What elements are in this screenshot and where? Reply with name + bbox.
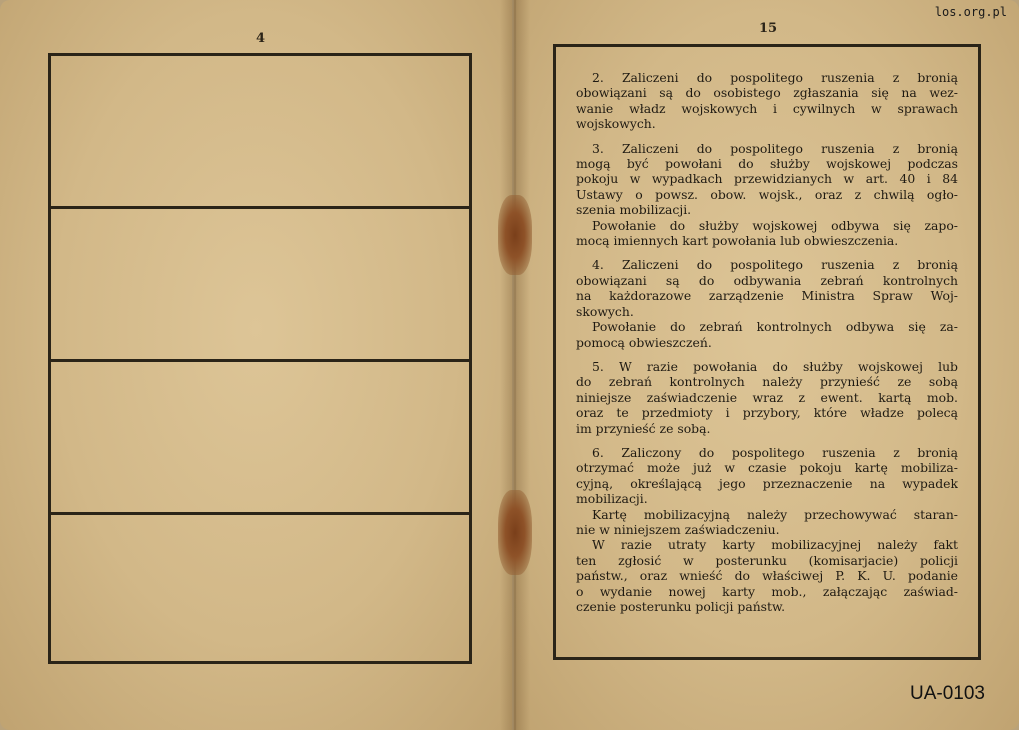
text-line: czenie posterunku policji państw.: [576, 599, 786, 614]
text-line: skowych.: [576, 303, 634, 319]
text-line: obowiązani są do osobistego zgłaszania się na wez-: [576, 85, 958, 101]
text-line: 4. Zaliczeni do pospolitego ruszenia z bronią: [592, 257, 958, 273]
text-line: 2. Zaliczeni do pospolitego ruszenia z bronią: [592, 70, 958, 85]
text-line: pokoju w wypadkach przewidzianych w art. 40 i 84: [576, 171, 958, 187]
text-line: 6. Zaliczony do pospolitego ruszenia z bronią: [592, 444, 958, 460]
text-line: nie w niniejszem zaświadczeniu.: [576, 521, 780, 537]
entry-cell: [51, 362, 469, 515]
text-line: Powołanie do służby wojskowej odbywa się zapo-: [592, 217, 958, 233]
text-line: im przynieść ze sobą.: [576, 420, 711, 436]
paragraph: [576, 359, 958, 436]
paragraph: [576, 70, 958, 132]
text-line: szenia mobilizacji.: [576, 202, 692, 218]
text-line: wojskowych.: [576, 116, 656, 132]
rust-staple-top: [498, 195, 532, 275]
book-spine: [500, 0, 530, 730]
text-line: oraz te przedmioty i przybory, które władze polecą: [576, 405, 958, 421]
blank-entry-table: [48, 53, 472, 664]
text-line: Powołanie do zebrań kontrolnych odbywa się za-: [592, 319, 958, 335]
left-page-number: 4: [256, 31, 266, 46]
rust-staple-bottom: [498, 490, 532, 575]
text-line: Ustawy o powsz. obow. wojsk., oraz z chwilą ogło-: [576, 186, 958, 202]
regulations-text: [576, 70, 958, 623]
text-line: wanie władz wojskowych i cywilnych w sprawach: [576, 100, 958, 116]
text-line: obowiązani są do odbywania zebrań kontrolnych: [576, 272, 958, 288]
text-line: ten zgłosić w posterunku (komisarjacie) policji: [576, 552, 958, 568]
text-line: mobilizacji.: [576, 491, 648, 507]
watermark: los.org.pl: [934, 5, 1007, 19]
text-line: niniejsze zaświadczenie wraz z ewent. kartą mob.: [576, 389, 958, 405]
text-line: 3. Zaliczeni do pospolitego ruszenia z bronią: [592, 140, 958, 156]
text-line: mocą imiennych kart powołania lub obwieszczenia.: [576, 233, 899, 249]
paragraph: [576, 257, 958, 319]
paragraph: [576, 319, 958, 350]
text-line: pomocą obwieszczeń.: [576, 334, 712, 350]
text-line: o wydanie nowej karty mob., załączając zaświad-: [576, 583, 958, 599]
entry-cell: [51, 209, 469, 362]
paragraph: [576, 445, 958, 507]
text-line: do zebrań kontrolnych należy przynieść ze sobą: [576, 374, 958, 390]
paragraph: [576, 537, 958, 614]
text-line: Kartę mobilizacyjną należy przechowywać staran-: [592, 506, 958, 522]
paragraph: [576, 218, 958, 249]
paragraph: [576, 141, 958, 218]
text-line: 5. W razie powołania do służby wojskowej lub: [592, 358, 958, 374]
paragraph: [576, 507, 958, 538]
text-line: państw., oraz wnieść do właściwej P. K. U. podanie: [576, 568, 958, 584]
text-line: W razie utraty karty mobilizacyjnej należy fakt: [592, 537, 958, 553]
text-line: mogą być powołani do służby wojskowej podczas: [576, 156, 958, 172]
right-page-number: 15: [759, 21, 778, 36]
entry-cell: [51, 56, 469, 209]
text-line: na każdorazowe zarządzenie Ministra Spraw Woj-: [576, 288, 958, 304]
document-code: UA-0103: [910, 683, 985, 704]
text-line: cyjną, określającą jego przeznaczenie na wypadek: [576, 475, 958, 491]
text-line: otrzymać może już w czasie pokoju kartę mobiliza-: [576, 460, 958, 476]
